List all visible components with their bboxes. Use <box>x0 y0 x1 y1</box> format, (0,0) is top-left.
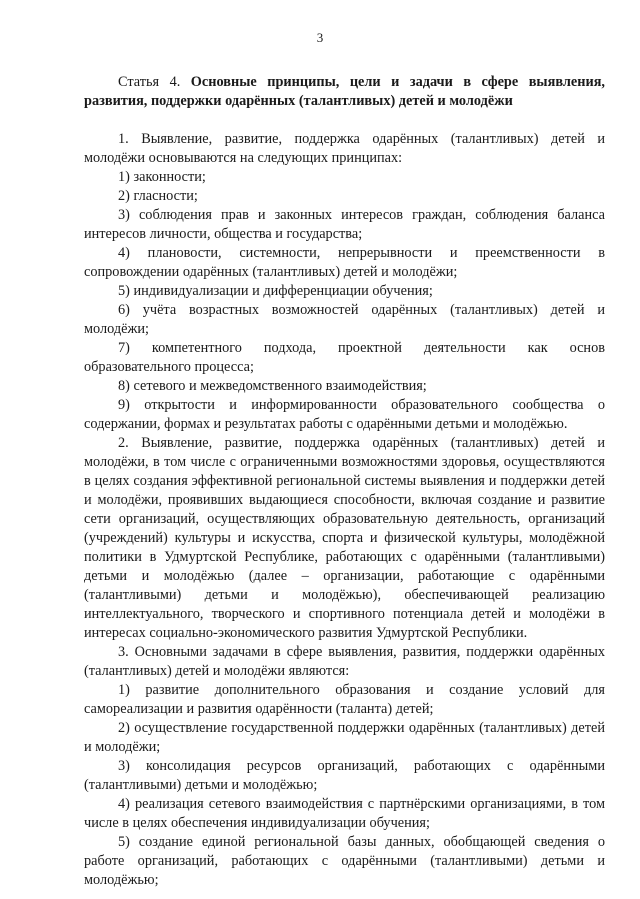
paragraph: 1) развитие дополнительного образования и создание условий для самореализации и развития одарённости (таланта) детей; <box>84 682 605 717</box>
article-label: Статья 4. <box>118 74 181 90</box>
paragraph: 4) реализация сетевого взаимодействия с партнёрскими организациями, в том числе в целях обеспечения индивидуализации обучения; <box>84 796 605 831</box>
page-number: 3 <box>316 30 324 45</box>
paragraph: 4) плановости, системности, непрерывности и преемственности в сопровождении одарённых (талантливых) детей и молодёжи; <box>84 245 605 280</box>
paragraph: 1. Выявление, развитие, поддержка одарённых (талантливых) детей и молодёжи основываются на следующих принципах: <box>84 131 605 166</box>
article-title: Основные принципы, цели и задачи в сфере выявления, развития, поддержки одарённых (талантливых) детей и молодёжи <box>84 74 606 109</box>
paragraph: 2. Выявление, развитие, поддержка одарённых (талантливых) детей и молодёжи, в том числе с ограниченными возможностями здоровья, осуществляются в целях создания эффективной региональной системы выявления и поддержки детей и молодёжи, проявивших выдающиеся способности, включая создание и развитие сети организаций, осуществляющих образовательную деятельность, организаций (учреждений) культуры и искусства, спорта и физической культуры, молодёжной политики в Удмуртской Республике, работающих с одарёнными (талантливыми) детьми и молодёжью (далее – организации, работающие с одарёнными (талантливыми) детьми и молодёжью), обеспечивающей реализацию интеллектуального, творческого и спортивного потенциала детей и молодёжи в интересах социально-экономического развития Удмуртской Республики. <box>84 435 605 641</box>
article-heading <box>84 73 605 111</box>
article-body <box>84 130 605 890</box>
paragraph: 7) компетентного подхода, проектной деятельности как основ образовательного процесса; <box>84 340 605 375</box>
paragraph: 9) открытости и информированности образовательного сообщества о содержании, формах и результатах работы с одарёнными детьми и молодёжью. <box>84 397 605 432</box>
paragraph: 6) учёта возрастных возможностей одарённых (талантливых) детей и молодёжи; <box>84 302 605 337</box>
paragraph: 3. Основными задачами в сфере выявления, развития, поддержки одарённых (талантливых) детей и молодёжи являются: <box>84 644 605 679</box>
paragraph: 2) осуществление государственной поддержки одарённых (талантливых) детей и молодёжи; <box>84 720 605 755</box>
article-4 <box>84 73 605 890</box>
paragraph: 2) гласности; <box>118 188 198 204</box>
paragraph: 1) законности; <box>118 169 206 185</box>
paragraph: 3) соблюдения прав и законных интересов граждан, соблюдения баланса интересов личности, общества и государства; <box>84 207 605 242</box>
paragraph: 5) индивидуализации и дифференциации обучения; <box>118 283 433 299</box>
paragraph: 3) консолидация ресурсов организаций, работающих с одарёнными (талантливыми) детьми и молодёжью; <box>84 758 605 793</box>
paragraph: 8) сетевого и межведомственного взаимодействия; <box>118 378 427 394</box>
paragraph: 5) создание единой региональной базы данных, обобщающей сведения о работе организаций, работающих с одарёнными (талантливыми) детьми и молодёжью; <box>84 834 605 888</box>
